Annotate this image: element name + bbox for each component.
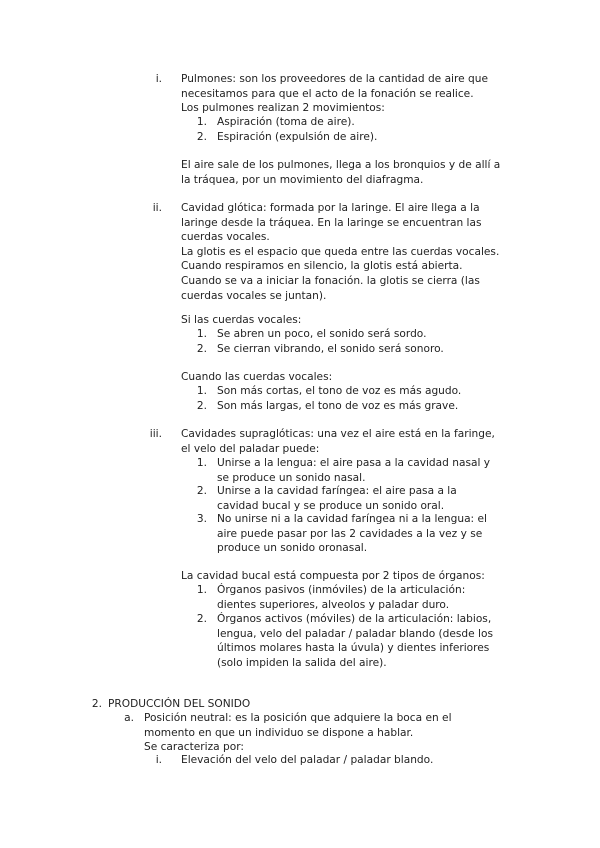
item-ii-text xyxy=(181,201,499,303)
text-line: aire puede pasar por las 2 cavidades a la vez y se xyxy=(217,527,483,540)
list-marker: 1. xyxy=(196,457,207,469)
item-i-text xyxy=(181,72,488,116)
list-marker: 3. xyxy=(196,513,207,525)
list-marker: 2. xyxy=(196,613,207,625)
list-item-text: Aspiración (toma de aire). xyxy=(217,116,355,128)
list-item-text xyxy=(217,612,493,670)
text-line: la tráquea, por un movimiento del diafragma. xyxy=(181,173,424,186)
text-line: El aire sale de los pulmones, llega a los bronquios y de allí a xyxy=(181,159,501,171)
text-line: Cavidad glótica: formada por la laringe. El aire llega a la xyxy=(181,202,480,214)
item-a-text xyxy=(144,711,452,755)
list-marker: 1. xyxy=(196,385,207,397)
text-line: Órganos pasivos (inmóviles) de la articulación: xyxy=(217,584,466,596)
text-line: se produce un sonido nasal. xyxy=(217,471,366,484)
text-line: momento en que un individuo se dispone a hablar. xyxy=(144,726,414,739)
list-marker: 1. xyxy=(196,584,207,596)
organs-intro: La cavidad bucal está compuesta por 2 tipos de órganos: xyxy=(181,570,485,582)
text-line: cuerdas vocales. xyxy=(181,231,270,244)
roman-marker-i: i. xyxy=(155,754,162,766)
text-line: dientes superiores, alveolos y paladar duro. xyxy=(217,598,450,611)
text-line: No unirse ni a la cavidad faríngea ni a la lengua: el xyxy=(217,513,487,525)
text-line: Los pulmones realizan 2 movimientos: xyxy=(181,102,385,115)
item-i-paragraph xyxy=(181,158,500,187)
alpha-marker-a: a. xyxy=(124,712,134,724)
text-line: Unirse a la cavidad faríngea: el aire pasa a la xyxy=(217,485,457,497)
list-item-text xyxy=(217,484,457,513)
list-marker: 2. xyxy=(196,343,207,355)
roman-marker-ii: ii. xyxy=(152,202,162,214)
text-line: el velo del paladar puede: xyxy=(181,442,320,455)
text-line: últimos molares hasta la úvula) y dientes inferiores xyxy=(217,642,490,655)
text-line: lengua, velo del paladar / paladar blando (desde los xyxy=(217,627,493,640)
list-marker: 2. xyxy=(196,400,207,412)
section-marker: 2. xyxy=(91,698,102,710)
text-line: Cuando respiramos en silencio, la glotis está abierta. xyxy=(181,260,463,273)
list-item-text: Son más cortas, el tono de voz es más agudo. xyxy=(217,385,462,397)
text-line: Cavidades supraglóticas: una vez el aire está en la faringe, xyxy=(181,428,495,440)
text-line: cuerdas vocales se juntan). xyxy=(181,289,327,302)
list-marker: 1. xyxy=(196,116,207,128)
list-item-text: Se abren un poco, el sonido será sordo. xyxy=(217,328,427,340)
text-line: La glotis es el espacio que queda entre las cuerdas vocales. xyxy=(181,245,500,258)
list-item-text: Elevación del velo del paladar / paladar blando. xyxy=(181,754,434,766)
text-line: (solo impiden la salida del aire). xyxy=(217,656,387,669)
sub-intro: Cuando las cuerdas vocales: xyxy=(181,371,333,383)
roman-marker-i: i. xyxy=(155,73,162,85)
section-heading: PRODUCCIÓN DEL SONIDO xyxy=(108,698,251,710)
text-line: Cuando se va a iniciar la fonación. la glotis se cierra (las xyxy=(181,274,480,287)
list-item-text xyxy=(217,456,490,485)
text-line: Pulmones: son los proveedores de la cantidad de aire que xyxy=(181,73,488,85)
list-item-text: Espiración (expulsión de aire). xyxy=(217,131,378,143)
text-line: Se caracteriza por: xyxy=(144,741,244,754)
text-line: Posición neutral: es la posición que adquiere la boca en el xyxy=(144,712,452,724)
text-line: laringe desde la tráquea. En la laringe se encuentran las xyxy=(181,216,482,229)
list-item-text xyxy=(217,512,487,556)
text-line: necesitamos para que el acto de la fonación se realice. xyxy=(181,87,474,100)
list-marker: 2. xyxy=(196,485,207,497)
list-item-text: Se cierran vibrando, el sonido será sonoro. xyxy=(217,343,444,355)
roman-marker-iii: iii. xyxy=(149,428,162,440)
text-line: cavidad bucal y se produce un sonido oral. xyxy=(217,499,445,512)
list-item-text xyxy=(217,583,465,612)
text-line: produce un sonido oronasal. xyxy=(217,542,368,555)
list-marker: 1. xyxy=(196,328,207,340)
sub-intro: Si las cuerdas vocales: xyxy=(181,314,302,326)
list-item-text: Son más largas, el tono de voz es más grave. xyxy=(217,400,459,412)
item-iii-text xyxy=(181,427,495,456)
text-line: Unirse a la lengua: el aire pasa a la cavidad nasal y xyxy=(217,457,491,469)
text-line: Órganos activos (móviles) de la articulación: labios, xyxy=(217,613,492,625)
list-marker: 2. xyxy=(196,131,207,143)
